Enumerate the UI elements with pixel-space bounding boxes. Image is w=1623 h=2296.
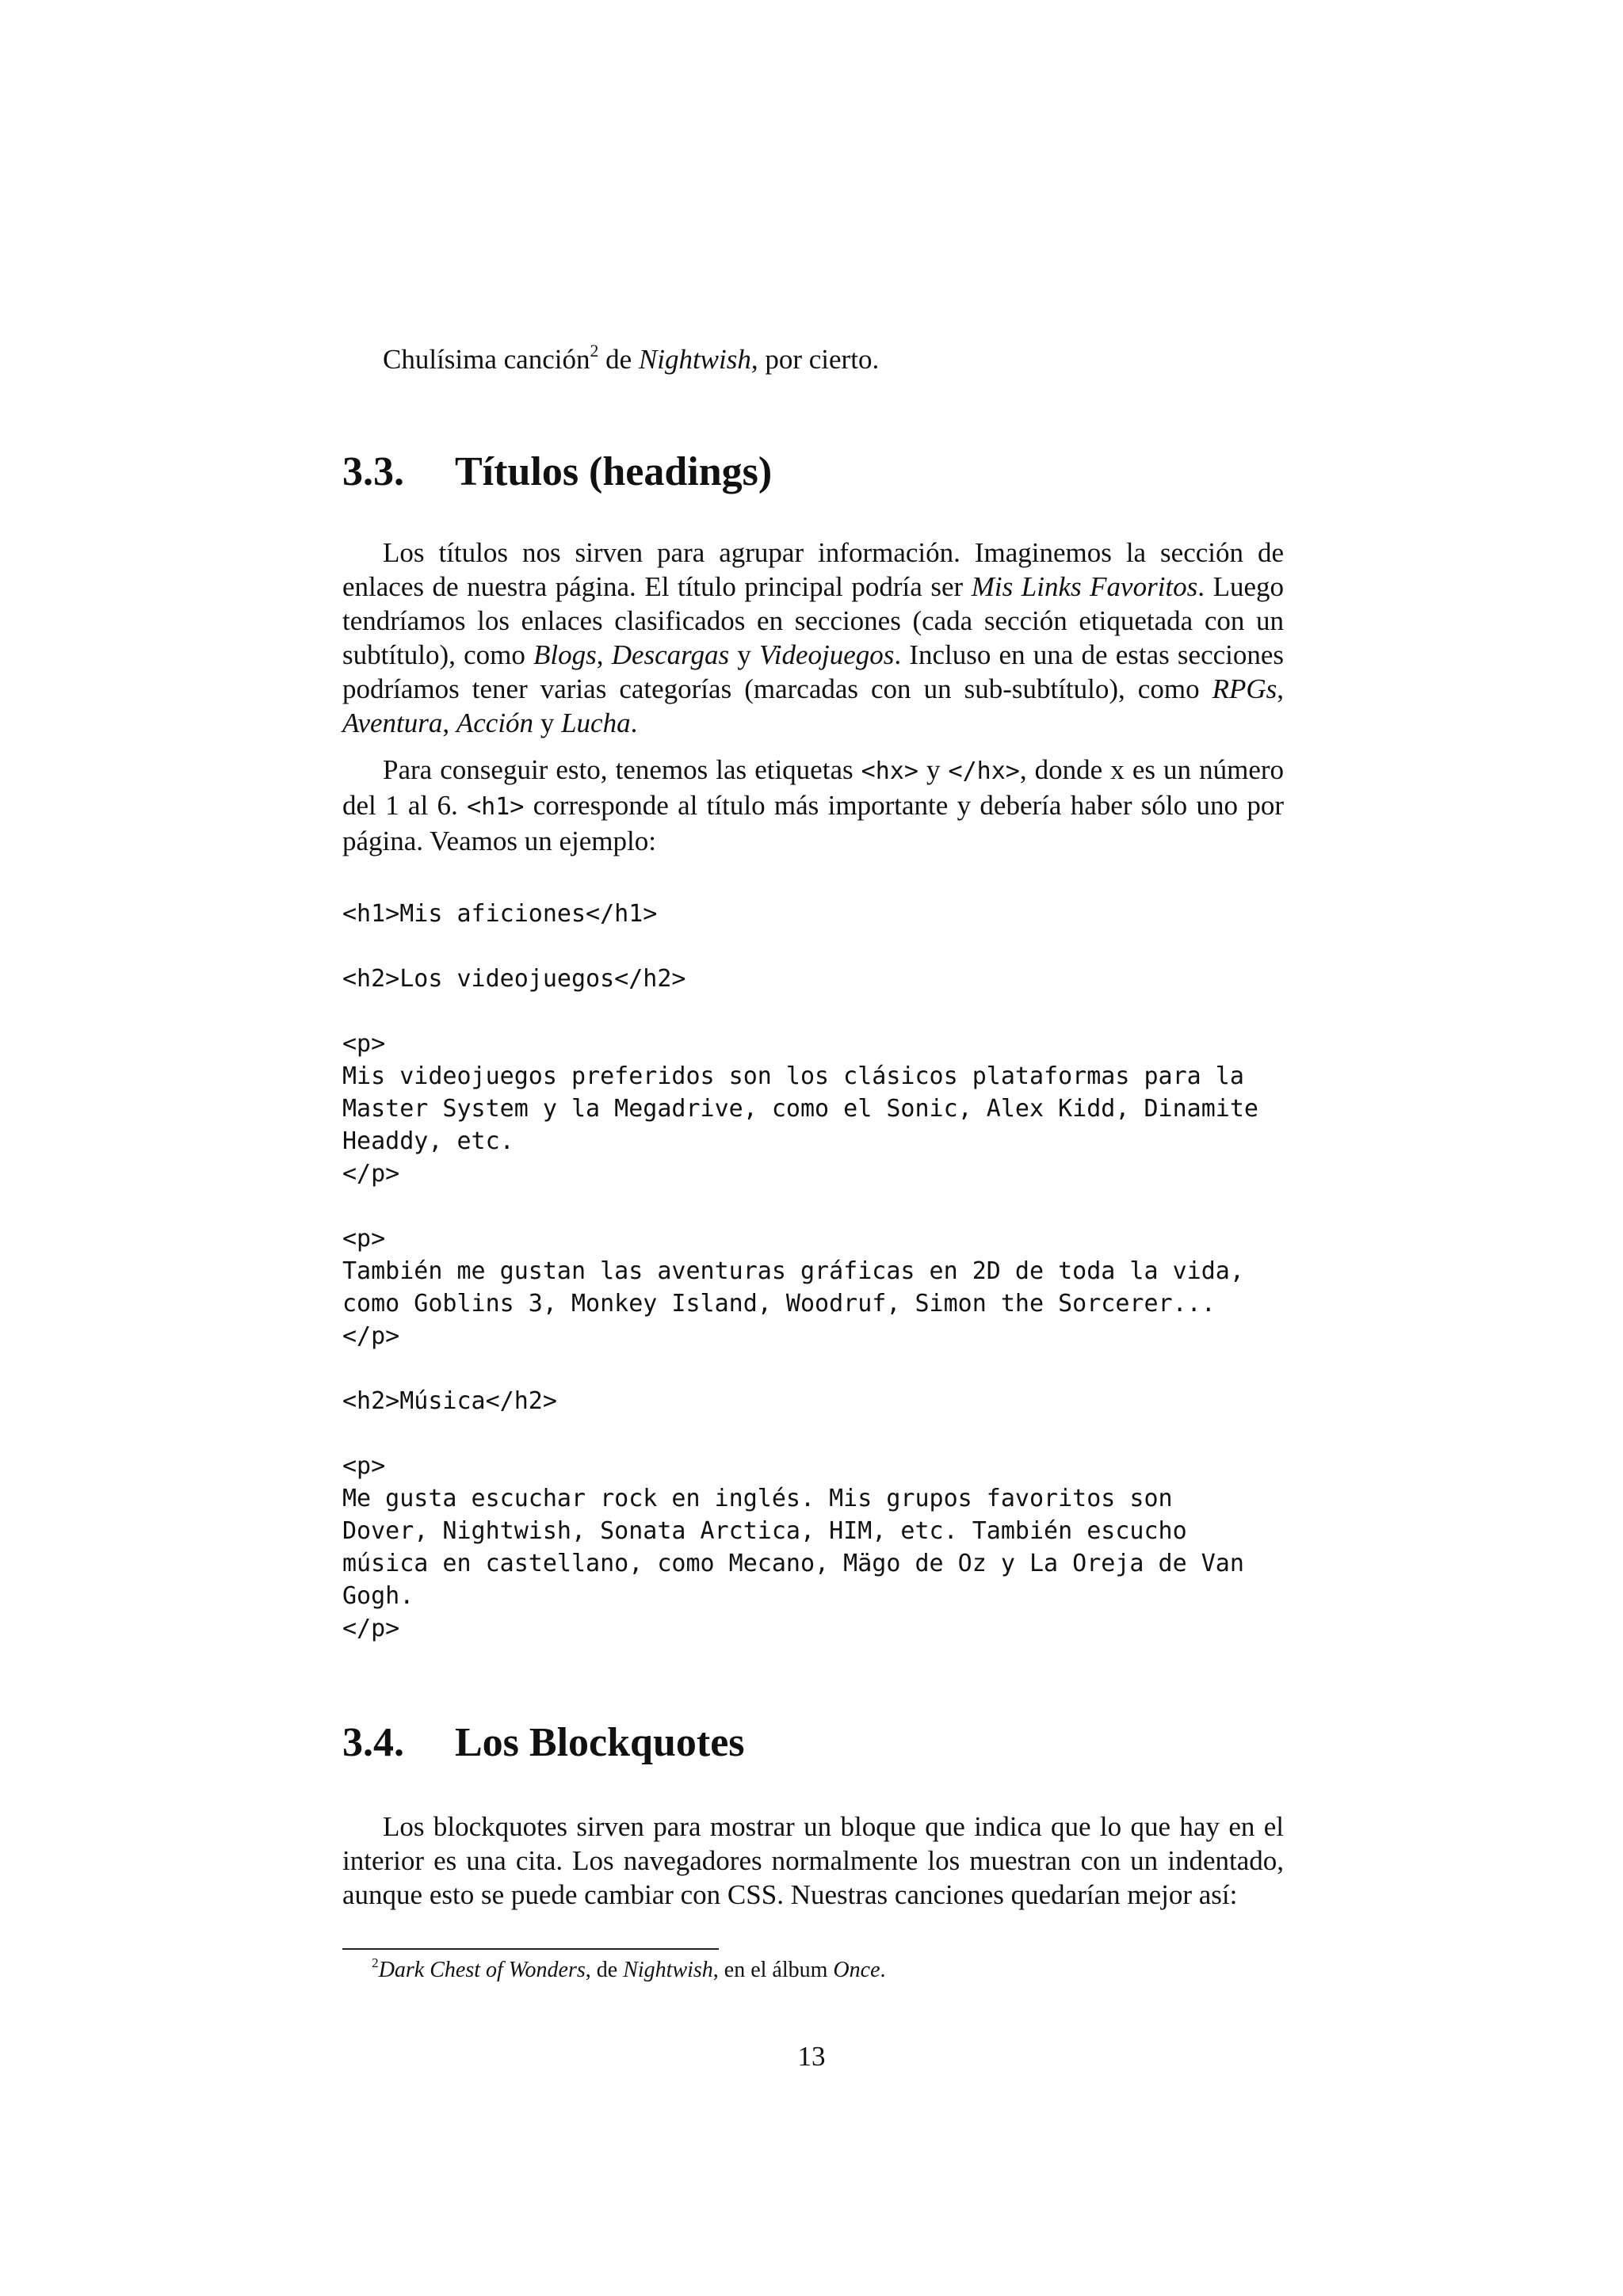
footnote-text: , de <box>585 1958 624 1982</box>
section-3-3-paragraph-1-text: . Incluso en una de estas secciones podríamos tener varias categorías (marcadas con un sub-subtítulo), como <box>342 639 1285 704</box>
section-3-3-paragraph-1-text: y <box>729 639 759 670</box>
section-3-3-paragraph-2-inline-code: <hx> <box>861 757 918 785</box>
section-3-3-paragraph-1-italic-term: Videojuegos <box>759 639 895 670</box>
section-3-3-paragraph-1-text: , <box>596 639 612 670</box>
section-3-4-paragraph-1: Los blockquotes sirven para mostrar un bloque que indica que lo que hay en el interior es una cita. Los navegadores normalmente los muestran con un indentado, aunque esto se puede cambiar con CSS. Nuestras canciones quedarían mejor así: <box>342 1811 1284 1910</box>
section-number: 3.4. <box>342 1720 404 1765</box>
section-3-3-paragraph-1-text: , <box>442 707 456 738</box>
section-3-3-paragraph-1 <box>342 536 1284 740</box>
footnote-mark: 2 <box>372 1955 379 1970</box>
intro-band-name: Nightwish <box>638 344 751 375</box>
section-3-3-paragraph-1-italic-term: Lucha <box>561 707 631 738</box>
section-3-3-paragraph-1-text: , <box>1277 673 1284 704</box>
section-title: Títulos (headings) <box>455 449 773 494</box>
footnote-rule <box>342 1948 719 1950</box>
footnote-album: Once <box>833 1958 880 1982</box>
intro-text: Chulísima canción <box>383 344 590 375</box>
section-3-3-paragraph-2-text: Para conseguir esto, tenemos las etiquetas <box>383 754 861 785</box>
section-3-3-paragraph-1-italic-term: RPGs <box>1212 673 1277 704</box>
section-3-3-paragraph-1-italic-term: Aventura <box>342 707 443 738</box>
footnote-text-album: , en el álbum <box>712 1958 834 1982</box>
section-3-3-paragraph-1-italic-term: Acción <box>456 707 534 738</box>
footnote-song-title: Dark Chest of Wonders <box>378 1958 586 1982</box>
code-example: <h1>Mis aficiones</h1> <h2>Los videojuegos</h2> <p> Mis videojuegos preferidos son los clásicos plataformas para la Master System y la Megadrive, como el Sonic, Alex Kidd, Dinamite Headdy, etc. </p> <p> También me gustan las aventuras gráficas en 2D de toda la vida, como Goblins 3, Monkey Island, Woodruf, Simon the Sorcerer... </p> <h2>Música</h2> <p> Me gusta escuchar rock en inglés. Mis grupos favoritos son Dover, Nightwish, Sonata Arctica, HIM, etc. También escucho música en castellano, como Mecano, Mägo de Oz y La Oreja de Van Gogh. </p> <box>342 900 1258 1642</box>
section-heading-3-4 <box>342 1719 745 1767</box>
section-3-3-paragraph-1-text: . Luego tendríamos los enlaces clasificados en secciones (cada sección etiquetada con un subtítulo), como <box>342 571 1284 670</box>
section-3-3-paragraph-1-italic-term: Descargas <box>611 639 730 670</box>
section-3-3-paragraph-2-text: y <box>918 754 949 785</box>
section-heading-3-3 <box>342 448 772 496</box>
section-3-3-paragraph-1-italic-term: Blogs <box>533 639 597 670</box>
section-3-3-paragraph-2 <box>342 753 1284 858</box>
footnote <box>372 1957 886 1984</box>
intro-line <box>383 342 879 376</box>
section-3-3-paragraph-2-text: corresponde al título más importante y debería haber sólo uno por página. Veamos un ejemplo: <box>342 790 1284 856</box>
section-3-3-paragraph-2-inline-code: </hx> <box>948 757 1020 785</box>
page-number: 13 <box>797 2041 826 2072</box>
intro-text-end: , por cierto. <box>750 344 880 375</box>
section-number: 3.3. <box>342 449 404 494</box>
section-3-3-paragraph-2-text: , donde x es un número del 1 al 6. <box>342 754 1285 821</box>
section-title: Los Blockquotes <box>455 1720 745 1765</box>
section-3-3-paragraph-1-italic-term: Mis Links Favoritos <box>971 571 1198 602</box>
footnote-end: . <box>880 1958 886 1982</box>
footnote-artist: Nightwish <box>623 1958 713 1982</box>
section-3-3-paragraph-1-text: y <box>533 707 562 738</box>
section-3-3-paragraph-2-inline-code: <h1> <box>467 793 525 821</box>
section-3-3-paragraph-1-text: Los títulos nos sirven para agrupar información. Imaginemos la sección de enlaces de nuestra página. El título principal podría ser <box>342 537 1284 602</box>
section-3-3-paragraph-1-text: . <box>630 707 638 738</box>
intro-text-mid: de <box>598 344 639 375</box>
footnote-marker: 2 <box>590 341 599 360</box>
